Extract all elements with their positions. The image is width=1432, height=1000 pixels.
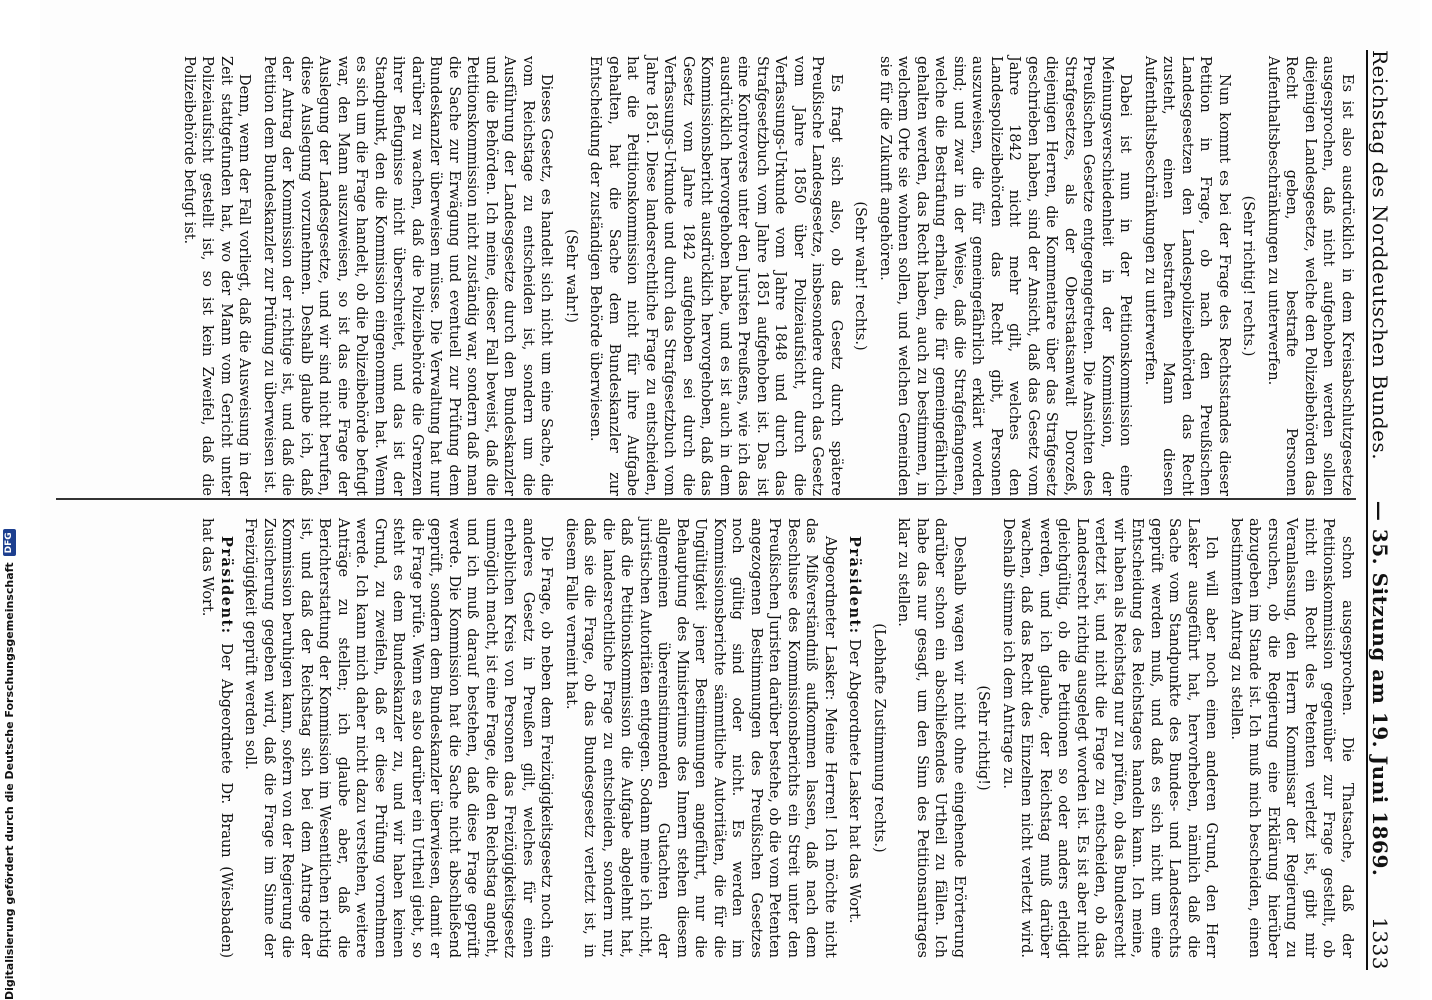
right-column — [192, 518, 1356, 958]
speaker-paragraph — [845, 518, 864, 958]
column-divider — [56, 498, 1356, 500]
interjection: (Sehr wahr! rechts.) — [852, 201, 869, 351]
body-paragraph: Die Frage, ob neben dem Freizügigkeitsgesetz noch ein anderes Gesetz in Preußen gilt, welches für einen erheblichen Kreis von Personen das Freizügigkeitsgesetz unmöglich macht, ist eine Frage, die den Reichstag angeht, und ich muß darauf bestehen, daß diese Frage geprüft werde. Die Kommission hat die Sache nicht abschließend geprüft, sondern dem Bundeskanzler überwiesen, damit er die Frage prüfe. Wenn es also darüber ein Urtheil giebt, so steht es dem Bundeskanzler zu, und wir haben keinen Grund, zu zweifeln, daß er diese Prüfung vornehmen werde. Ich kann mich daher nicht dazu verstehen, weitere Anträge zu stellen; ich glaube aber, daß die Berichterstattung der Kommission im Wesentlichen richtig ist, und daß der Reichstag sich bei dem Antrage der Kommission beruhigen kann, sofern von der Regierung die Zusicherung gegeben wird, daß die Frage im Sinne der Freizügigkeit geprüft werden soll. — [242, 518, 555, 958]
body-paragraph: Es ist also ausdrücklich in dem Kreisabschlutzgesetze ausgesprochen, daß nicht aufgehoben werden sollen diejenigen Landesgesetze, welche den Polizeibehörden das Recht geben, bestrafte Personen Aufenthaltsbeschränkungen zu unterwerfen. — [1265, 56, 1355, 496]
body-paragraph: Ich will aber noch einen anderen Grund, den Herr Lasker ausgeführt hat, hervorheben, nämlich daß die Sache vom Standpunkte des Bundes- und Landesrechts geprüft werden muß, und daß es sich nicht um eine Entscheidung des Reichstages handeln kann. Ich meine, wir haben als Reichstag nur zu prüfen, ob das Bundesrecht verletzt ist, und nicht die Frage zu entscheiden, ob das Landesrecht richtig ausgelegt worden ist. Es ist aber nicht gleichgültig, ob die Petitionen so oder anders erledigt werden, und ich glaube, der Reichstag muß darüber wachen, daß das Recht des Einzelnen nicht verletzt wird. Deshalb stimme ich dem Antrage zu. — [1000, 518, 1220, 958]
credit-text: Digitalisierung gefördert durch die Deutsche Forschungsgemeinschaft — [2, 562, 16, 1000]
body-paragraph: Abgeordneter Lasker: Meine Herren! Ich möchte nicht das Mißverständniß aufkommen lassen, daß nach dem Beschlusse des Kommissionsberichts ein Streit unter den Preußischen Juristen darüber bestehe, ob die vom Petenten angezogenen Bestimmungen des Preußischen Gesetzes noch gültig sind oder nicht. Es werden im Kommissionsberichte sämmtliche Autoritäten, die für die Ungültigkeit jener Bestimmungen angeführt, nur die Behauptung des Ministeriums des Innern stehen diesem allgemeinen übereinstimmenden Gutachten der juristischen Autoritäten entgegen. Sodann meine ich nicht, daß die Petitionskommission die Aufgabe abgelehnt hat, die landesrechtliche Frage zu entscheiden, sondern nur, daß sie die Frage, ob das Bundesgesetz verletzt ist, in diesem Falle verneint hat. — [563, 518, 838, 958]
header-page-number: 1333 — [1368, 917, 1392, 970]
interjection: (Sehr wahr!) — [563, 229, 579, 323]
interjection: (Lebhafte Zustimmung rechts.) — [871, 623, 887, 853]
speaker-text: Der Abgeordnete Lasker hat das Wort. — [846, 634, 863, 924]
body-paragraph: Dabei ist nun in der Petitionskommission eine Meinungsverschiedenheit in der Kommission, der Preußischen Gesetze entgegengetreten. Die Ansichten des Strafgesetzes, als der Oberstaatsanwalt Dorozeß, diejenigen Herren, die Kommentare über das Strafgesetz geschrieben haben, sind der Ansicht, daß das Gesetz vom Jahre 1842 nicht mehr gilt, welches den Landespolizeibehörden das Recht gibt, Personen auszuweisen, die für gemeingefährlich erklärt worden sind; und zwar in der Weise, daß die Strafgefangenen, welche die Bestrafung erhalten, die für gemeingefährlich gehalten werden, das Recht haben, auch zu bestimmen, in welchem Orte sie wohnen sollen, und welchen Gemeinden sie für die Zukunft angehören. — [877, 56, 1134, 496]
speaker-text: Der Abgeordnete Dr. Braun (Wiesbaden) hat das Wort. — [199, 518, 234, 958]
page-header — [1366, 50, 1408, 970]
speaker-name: Präsident: — [846, 536, 864, 635]
speaker-name: Präsident: — [218, 536, 235, 635]
dfg-logo: DFG — [3, 529, 16, 556]
interjection: (Sehr richtig! rechts.) — [1240, 195, 1257, 357]
left-column — [174, 56, 1357, 496]
body-paragraph: Dieses Gesetz, es handelt sich nicht um eine Sache, die vom Reichstage zu entscheiden ist, sondern um die Ausführung der Landesgesetze durch den Bundeskanzler und die Behörden. Ich meine, dieser Fall beweist, daß die Petitionskommission nicht zuständig war, sondern daß man die Sache zur Erwägung und eventuell zur Prüfung dem Bundeskanzler überweisen müsse. Die Verwaltung hat nur darüber zu wachen, daß die Polizeibehörde die Grenzen ihrer Befugnisse nicht überschreitet, und das ist der Standpunkt, den die Kommission eingenommen hat. Wenn es sich um die Frage handelt, ob die Polizeibehörde befugt war, den Mann auszuweisen, so ist das eine Frage der Auslegung der Landesgesetze, und wir sind nicht berufen, diese Auslegung vorzunehmen. Deshalb glaube ich, daß der Antrag der Kommission der richtige ist, und daß die Petition dem Bundeskanzler zur Prüfung zu überweisen ist. — [261, 56, 555, 496]
digitization-credit — [2, 532, 16, 1000]
newspaper-page — [40, 0, 1420, 1000]
body-paragraph: Deshalb wagen wir nicht ohne eingehende Erörterung darüber schon ein abschließendes Urtheil zu fällen. Ich habe das nur gesagt, um den Sinn des Petitionsantrages klar zu stellen. — [895, 518, 967, 958]
header-publication: Reichstag des Norddeutschen Bundes. — [1368, 50, 1392, 461]
body-paragraph: Denn, wenn der Fall vorliegt, daß die Ausweisung in der Zeit stattgefunden hat, wo der Mann vom Gericht unter Polizeiaufsicht gestellt ist, so ist kein Zweifel, daß die Polizeibehörde befugt ist. — [181, 56, 253, 496]
header-session: — 35. Sitzung am 19. Juni 1869. — [1368, 500, 1392, 877]
body-paragraph: Nun kommt es bei der Frage des Rechtsstandes dieser Petition in Frage, ob nach den Preußischen Landesgesetzen den Landespolizeibehörden das Recht zusteht, einen bestraften Mann diesen Aufenthaltsbeschränkungen zu unterwerfen. — [1142, 56, 1232, 496]
interjection: (Sehr richtig!) — [975, 685, 992, 791]
body-paragraph: Es fragt sich also, ob das Gesetz durch spätere Preußische Landesgesetze, insbesondere durch das Gesetz vom Jahre 1850 über Polizeiaufsicht, durch die Verfassungs-Urkunde vom Jahre 1848 und durch das Strafgesetzbuch vom Jahre 1851 aufgehoben ist. Das ist eine Kontroverse unter den Juristen Preußens, wie ich das ausdrücklich hervorgehoben habe, und es ist auch in dem Kommissionsbericht ausdrücklich hervorgehoben, daß das Gesetz vom Jahre 1842 aufgehoben sei durch die Verfassungs-Urkunde und durch das Strafgesetzbuch vom Jahre 1851. Diese landesrechtliche Frage zu entscheiden, hat die Petitionskommission nicht für ihre Aufgabe gehalten, hat die Sache dem Bundeskanzler zur Entscheidung der zuständigen Behörde überwiesen. — [587, 56, 844, 496]
speaker-paragraph — [198, 518, 235, 958]
body-paragraph: schon ausgesprochen. Die Thatsache, daß der Petitionskommission gegenüber zur Frage gestellt, ob nicht ein Recht des Petenten verletzt ist, gibt mir Veranlassung, den Herrn Kommissar der Regierung zu ersuchen, ob die Regierung eine Erklärung hierüber abzugeben im Stande ist. Ich muß mich bescheiden, einen bestimmten Antrag zu stellen. — [1228, 518, 1355, 958]
